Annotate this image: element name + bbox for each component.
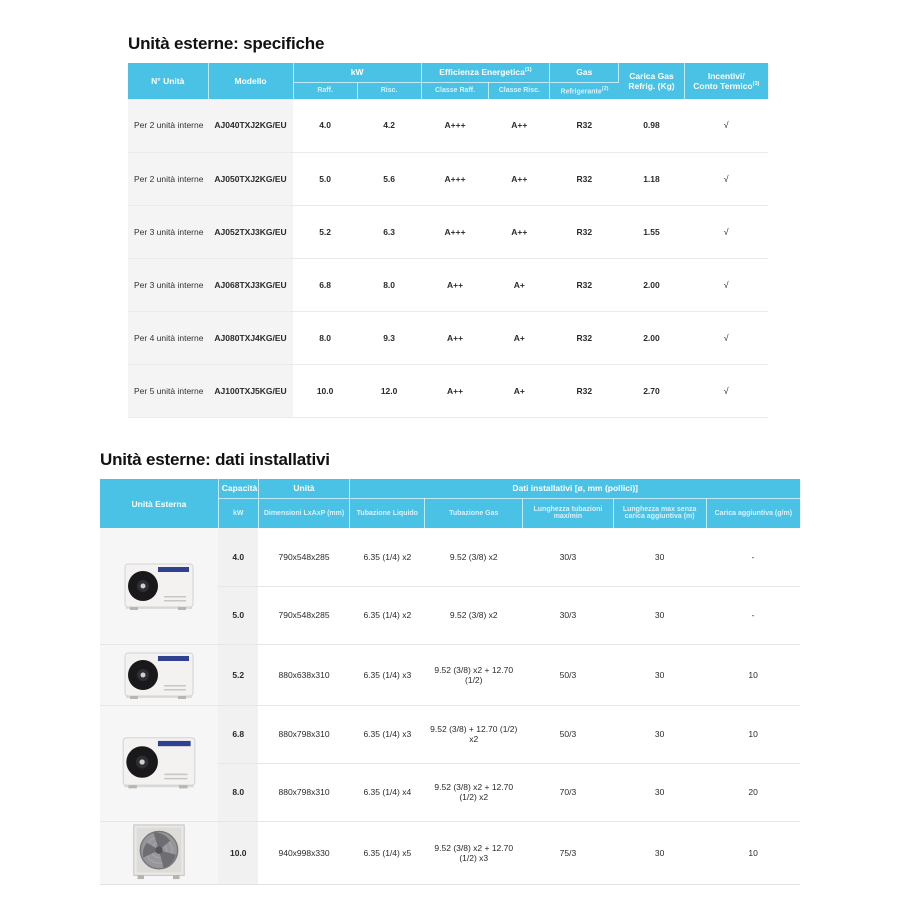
cell-kw-risc: 12.0 [357,364,421,417]
cell-gas: R32 [550,205,619,258]
spec-row [128,258,768,311]
cell-modello: AJ068TXJ3KG/EU [208,258,293,311]
col-group-kw: kW [293,63,421,82]
cell-tubazione-liquido: 6.35 (1/4) x3 [350,644,425,705]
cell-n-unita: Per 3 unità interne [128,258,208,311]
cell-tubazione-gas: 9.52 (3/8) + 12.70 (1/2) x2 [425,705,523,763]
col-header-carica-aggiuntiva: Carica aggiuntiva (g/m) [706,498,800,528]
col-header-raff: Raff. [293,82,357,99]
cell-carica: 0.98 [619,99,684,152]
cell-lunghezza-max: 30 [613,821,706,884]
cell-classe-raff: A+++ [421,205,489,258]
cell-lunghezza-max: 30 [613,586,706,644]
cell-tubazione-liquido: 6.35 (1/4) x2 [350,528,425,586]
cell-carica-aggiuntiva: 10 [706,705,800,763]
col-header-tubazione-gas: Tubazione Gas [425,498,523,528]
cell-gas: R32 [550,258,619,311]
cell-classe-raff: A++ [421,258,489,311]
outdoor-unit-image-small [100,528,218,644]
install-row [100,705,800,763]
cell-incentivi-check: √ [684,258,768,311]
cell-classe-raff: A+++ [421,99,489,152]
cell-classe-risc: A+ [489,364,550,417]
cell-kw-raff: 8.0 [293,311,357,364]
outdoor-unit-icon [122,558,196,612]
outdoor-unit-icon [120,733,198,791]
cell-lunghezza-max: 30 [613,705,706,763]
cell-carica: 2.70 [619,364,684,417]
col-group-efficienza: Efficienza Energetica$^{(1)}$ [421,63,550,82]
cell-lunghezza-tubazioni: 30/3 [523,528,613,586]
cell-kw-risc: 9.3 [357,311,421,364]
cell-kw-raff: 6.8 [293,258,357,311]
cell-tubazione-gas: 9.52 (3/8) x2 [425,528,523,586]
cell-tubazione-liquido: 6.35 (1/4) x4 [350,763,425,821]
cell-carica-aggiuntiva: - [706,528,800,586]
outdoor-unit-large-icon [128,824,190,880]
cell-lunghezza-max: 30 [613,528,706,586]
cell-classe-raff: A++ [421,364,489,417]
cell-tubazione-liquido: 6.35 (1/4) x2 [350,586,425,644]
cell-incentivi-check: √ [684,99,768,152]
cell-carica: 2.00 [619,311,684,364]
cell-classe-raff: A++ [421,311,489,364]
cell-gas: R32 [550,152,619,205]
cell-capacita: 5.0 [218,586,258,644]
cell-n-unita: Per 2 unità interne [128,99,208,152]
cell-dimensioni: 940x998x330 [258,821,350,884]
cell-dimensioni: 880x638x310 [258,644,350,705]
cell-carica: 1.18 [619,152,684,205]
cell-lunghezza-tubazioni: 50/3 [523,705,613,763]
install-table-header [100,479,800,528]
cell-tubazione-liquido: 6.35 (1/4) x5 [350,821,425,884]
install-row [100,821,800,884]
col-group-capacita: Capacità [218,479,258,498]
col-header-risc: Risc. [357,82,421,99]
cell-lunghezza-tubazioni: 75/3 [523,821,613,884]
cell-modello: AJ100TXJ5KG/EU [208,364,293,417]
install-row [100,644,800,705]
cell-classe-raff: A+++ [421,152,489,205]
cell-n-unita: Per 5 unità interne [128,364,208,417]
cell-dimensioni: 790x548x285 [258,586,350,644]
col-header-refrigerante: Refrigerante$^{(2)}$ [550,82,619,99]
cell-kw-raff: 5.2 [293,205,357,258]
spec-row [128,205,768,258]
specs-title: Unità esterne: specifiche [128,34,325,53]
outdoor-unit-image-small [100,705,218,821]
cell-classe-risc: A+ [489,311,550,364]
cell-incentivi-check: √ [684,364,768,417]
col-group-unita: Unità [258,479,350,498]
cell-lunghezza-max: 30 [613,644,706,705]
cell-classe-risc: A++ [489,99,550,152]
col-header-kw: kW [218,498,258,528]
cell-kw-raff: 4.0 [293,99,357,152]
cell-carica-aggiuntiva: 10 [706,644,800,705]
spec-row [128,311,768,364]
cell-dimensioni: 880x798x310 [258,763,350,821]
cell-modello: AJ050TXJ2KG/EU [208,152,293,205]
cell-capacita: 4.0 [218,528,258,586]
cell-tubazione-gas: 9.52 (3/8) x2 + 12.70 (1/2) [425,644,523,705]
cell-lunghezza-tubazioni: 30/3 [523,586,613,644]
cell-n-unita: Per 3 unità interne [128,205,208,258]
col-header-lunghezza-tubazioni: Lunghezza tubazioni max/min [523,498,613,528]
col-header-unita-esterna: Unità Esterna [100,479,218,528]
spec-row [128,99,768,152]
cell-gas: R32 [550,364,619,417]
cell-classe-risc: A++ [489,152,550,205]
outdoor-unit-image-large [100,821,218,884]
cell-incentivi-check: √ [684,311,768,364]
col-header-n-unita: N° Unità [128,63,208,99]
cell-modello: AJ080TXJ4KG/EU [208,311,293,364]
col-header-dimensioni: Dimensioni LxAxP (mm) [258,498,350,528]
cell-kw-risc: 8.0 [357,258,421,311]
cell-carica-aggiuntiva: 10 [706,821,800,884]
install-title: Unità esterne: dati installativi [100,450,330,469]
footnote-3: (3) [752,81,760,88]
cell-classe-risc: A+ [489,258,550,311]
col-header-classe-raff: Classe Raff. [421,82,489,99]
outdoor-unit-icon [122,647,196,701]
cell-lunghezza-tubazioni: 70/3 [523,763,613,821]
cell-classe-risc: A++ [489,205,550,258]
cell-dimensioni: 790x548x285 [258,528,350,586]
cell-capacita: 5.2 [218,644,258,705]
install-section [100,450,800,885]
cell-carica-aggiuntiva: - [706,586,800,644]
cell-carica: 2.00 [619,258,684,311]
col-header-modello: Modello [208,63,293,99]
outdoor-unit-image-small [100,644,218,705]
col-group-dati-installativi: Dati installativi [ø, mm (pollici)] [350,479,800,498]
footnote-2: (2) [601,86,609,93]
cell-capacita: 10.0 [218,821,258,884]
col-header-carica: Carica Gas Refrig. (Kg) [619,63,684,99]
install-table [100,479,800,885]
cell-gas: R32 [550,99,619,152]
cell-tubazione-gas: 9.52 (3/8) x2 + 12.70 (1/2) x3 [425,821,523,884]
cell-kw-risc: 6.3 [357,205,421,258]
cell-carica: 1.55 [619,205,684,258]
cell-dimensioni: 880x798x310 [258,705,350,763]
cell-kw-raff: 5.0 [293,152,357,205]
cell-gas: R32 [550,311,619,364]
col-header-incentivi: Incentivi/ Conto Termico$^{(3)}$ [684,63,768,99]
cell-tubazione-liquido: 6.35 (1/4) x3 [350,705,425,763]
cell-n-unita: Per 4 unità interne [128,311,208,364]
col-header-lunghezza-max: Lunghezza max senza carica aggiuntiva (m) [613,498,706,528]
cell-incentivi-check: √ [684,205,768,258]
cell-capacita: 8.0 [218,763,258,821]
specs-table-header [128,63,768,99]
cell-incentivi-check: √ [684,152,768,205]
install-row [100,528,800,586]
cell-capacita: 6.8 [218,705,258,763]
specs-table [128,63,768,418]
cell-kw-risc: 4.2 [357,99,421,152]
cell-modello: AJ040TXJ2KG/EU [208,99,293,152]
cell-kw-risc: 5.6 [357,152,421,205]
cell-tubazione-gas: 9.52 (3/8) x2 [425,586,523,644]
cell-kw-raff: 10.0 [293,364,357,417]
col-header-tubazione-liquido: Tubazione Liquido [350,498,425,528]
col-header-classe-risc: Classe Risc. [489,82,550,99]
cell-n-unita: Per 2 unità interne [128,152,208,205]
cell-modello: AJ052TXJ3KG/EU [208,205,293,258]
spec-row [128,152,768,205]
cell-lunghezza-tubazioni: 50/3 [523,644,613,705]
footnote-1: (1) [524,67,532,74]
cell-tubazione-gas: 9.52 (3/8) x2 + 12.70 (1/2) x2 [425,763,523,821]
spec-row [128,364,768,417]
cell-carica-aggiuntiva: 20 [706,763,800,821]
cell-lunghezza-max: 30 [613,763,706,821]
specs-section [128,34,768,418]
col-group-gas: Gas [550,63,619,82]
